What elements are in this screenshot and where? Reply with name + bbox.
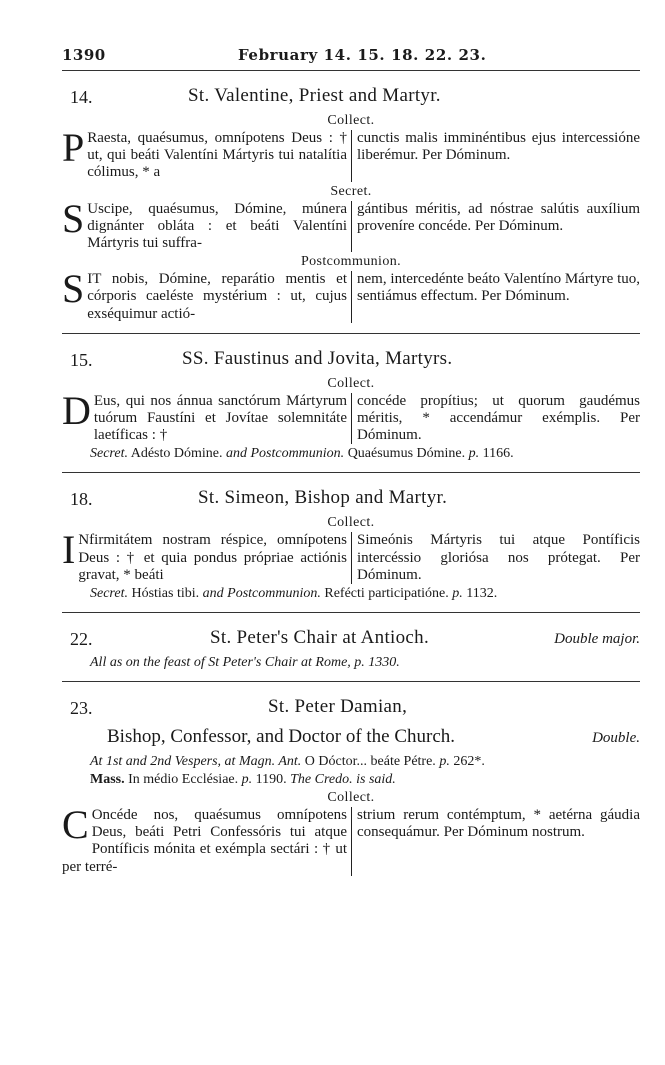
entry-header-23 bbox=[62, 696, 640, 722]
section-label-collect: Collect. bbox=[327, 515, 375, 531]
section-label-secret: Secret. bbox=[330, 183, 372, 199]
prayer-text-left: Eus, qui nos ánnua sanctórum Mártyrum tuórum Faustíni et Jovítae solemnitáte laetíficas : † bbox=[93, 392, 347, 444]
rubric-note: Secret. Hóstias tibi. and Postcommunion. Refécti participatióne. p. 1132. bbox=[90, 586, 498, 602]
page-number: 1390 bbox=[62, 46, 106, 64]
prayer-secret-14 bbox=[62, 195, 640, 253]
entry-title: SS. Faustinus and Jovita, Martyrs. bbox=[182, 347, 453, 369]
rubric-note: At 1st and 2nd Vespers, at Magn. Ant. O Dóctor... beáte Pétre. p. 262*. bbox=[90, 754, 485, 770]
rubric-note: All as on the feast of St Peter's Chair at Rome, p. 1330. bbox=[90, 655, 400, 671]
entry-divider bbox=[62, 612, 640, 613]
prayer-collect-23 bbox=[62, 802, 640, 876]
prayer-collect-14 bbox=[62, 125, 640, 182]
entry-title: St. Peter Damian, bbox=[268, 696, 408, 718]
drop-cap: I bbox=[62, 527, 76, 573]
entry-divider bbox=[62, 681, 640, 682]
prayer-text-left: IT nobis, Dómine, reparátio mentis et córporis caeléste mystérium : ut, cujus exséquimur actió- bbox=[87, 271, 347, 322]
prayer-text-right: Simeónis Mártyris tui atque Pontíficis intercéssio gloriósa nos prótegat. Per Dóminum. bbox=[351, 532, 640, 584]
entry-day: 23. bbox=[70, 698, 93, 719]
running-head bbox=[62, 40, 640, 66]
prayer-text-left: Raesta, quaésumus, omnípotens Deus : † ut, qui beáti Valentíni Mártyris tui natalítia cólimus, * a bbox=[87, 130, 347, 181]
entry-subtitle: Bishop, Confessor, and Doctor of the Church. Double. bbox=[107, 726, 640, 748]
section-label-postcommunion: Postcommunion. bbox=[300, 254, 402, 270]
running-title: February 14. 15. 18. 22. 23. bbox=[238, 46, 487, 64]
prayer-text-right: concéde propítius; ut quorum gaudémus méritis, * accendámur exémplis. Per Dóminum. bbox=[351, 393, 640, 445]
drop-cap: S bbox=[62, 266, 85, 312]
drop-cap: P bbox=[62, 125, 85, 170]
drop-cap: S bbox=[62, 195, 85, 241]
entry-day: 22. bbox=[70, 629, 93, 650]
prayer-text-left: Oncéde nos, quaésumus omnípotens Deus, beáti Petri Confessóris tui atque Pontíficis mónita et exémpla sectári : † ut per terré- bbox=[62, 807, 347, 875]
rubric-note: Mass. In médio Ecclésiae. p. 1190. The Credo. is said. bbox=[90, 772, 396, 788]
prayer-text-left: Uscipe, quaésumus, Dómine, múnera dignánter obláta : et beáti Valentíni Mártyris tui suffra- bbox=[87, 200, 347, 252]
entry-title: St. Peter's Chair at Antioch. bbox=[210, 627, 429, 649]
entry-day: 15. bbox=[70, 349, 93, 370]
section-label-collect: Collect. bbox=[327, 113, 375, 128]
entry-header-22 bbox=[62, 627, 640, 653]
entry-day: 14. bbox=[70, 87, 93, 107]
prayer-text-right: gántibus méritis, ad nóstrae salútis auxílium proveníre concéde. Per Dóminum. bbox=[351, 201, 640, 253]
entry-divider bbox=[62, 472, 640, 473]
drop-cap: D bbox=[62, 387, 91, 433]
prayer-collect-15 bbox=[62, 387, 640, 445]
entry-divider bbox=[62, 333, 640, 334]
rank-label: Double major. bbox=[554, 631, 640, 648]
prayer-postcommunion-14 bbox=[62, 266, 640, 323]
rubric-note: Secret. Adésto Dómine. and Postcommunion. Quaésumus Dómine. p. 1166. bbox=[90, 446, 514, 462]
prayer-text-right: nem, intercedénte beáto Valentíno Mártyre tuo, sentiámus effectum. Per Dóminum. bbox=[351, 271, 640, 323]
section-label-collect: Collect. bbox=[327, 790, 375, 806]
prayer-text-right: cunctis malis imminéntibus ejus intercessióne liberémur. Per Dóminum. bbox=[351, 130, 640, 182]
entry-day: 18. bbox=[70, 489, 93, 510]
entry-title: St. Simeon, Bishop and Martyr. bbox=[198, 487, 448, 509]
entry-title: St. Valentine, Priest and Martyr. bbox=[188, 85, 441, 106]
missal-page bbox=[62, 40, 640, 876]
entry-header-18 bbox=[62, 487, 640, 513]
section-label-collect: Collect. bbox=[327, 375, 375, 391]
prayer-collect-18 bbox=[62, 527, 640, 584]
entry-header-15 bbox=[62, 348, 640, 374]
prayer-text-right: strium rerum contémptum, * aetérna gáudia consequámur. Per Dóminum nostrum. bbox=[351, 807, 640, 876]
drop-cap: C bbox=[62, 802, 89, 848]
entry-header-14 bbox=[62, 85, 640, 111]
header-rule bbox=[62, 70, 640, 71]
prayer-text-left: Nfirmitátem nostram réspice, omnípotens Deus : † et quia pondus própriae actiónis gravat, * beáti bbox=[78, 532, 347, 583]
rank-label: Double. bbox=[592, 730, 640, 747]
